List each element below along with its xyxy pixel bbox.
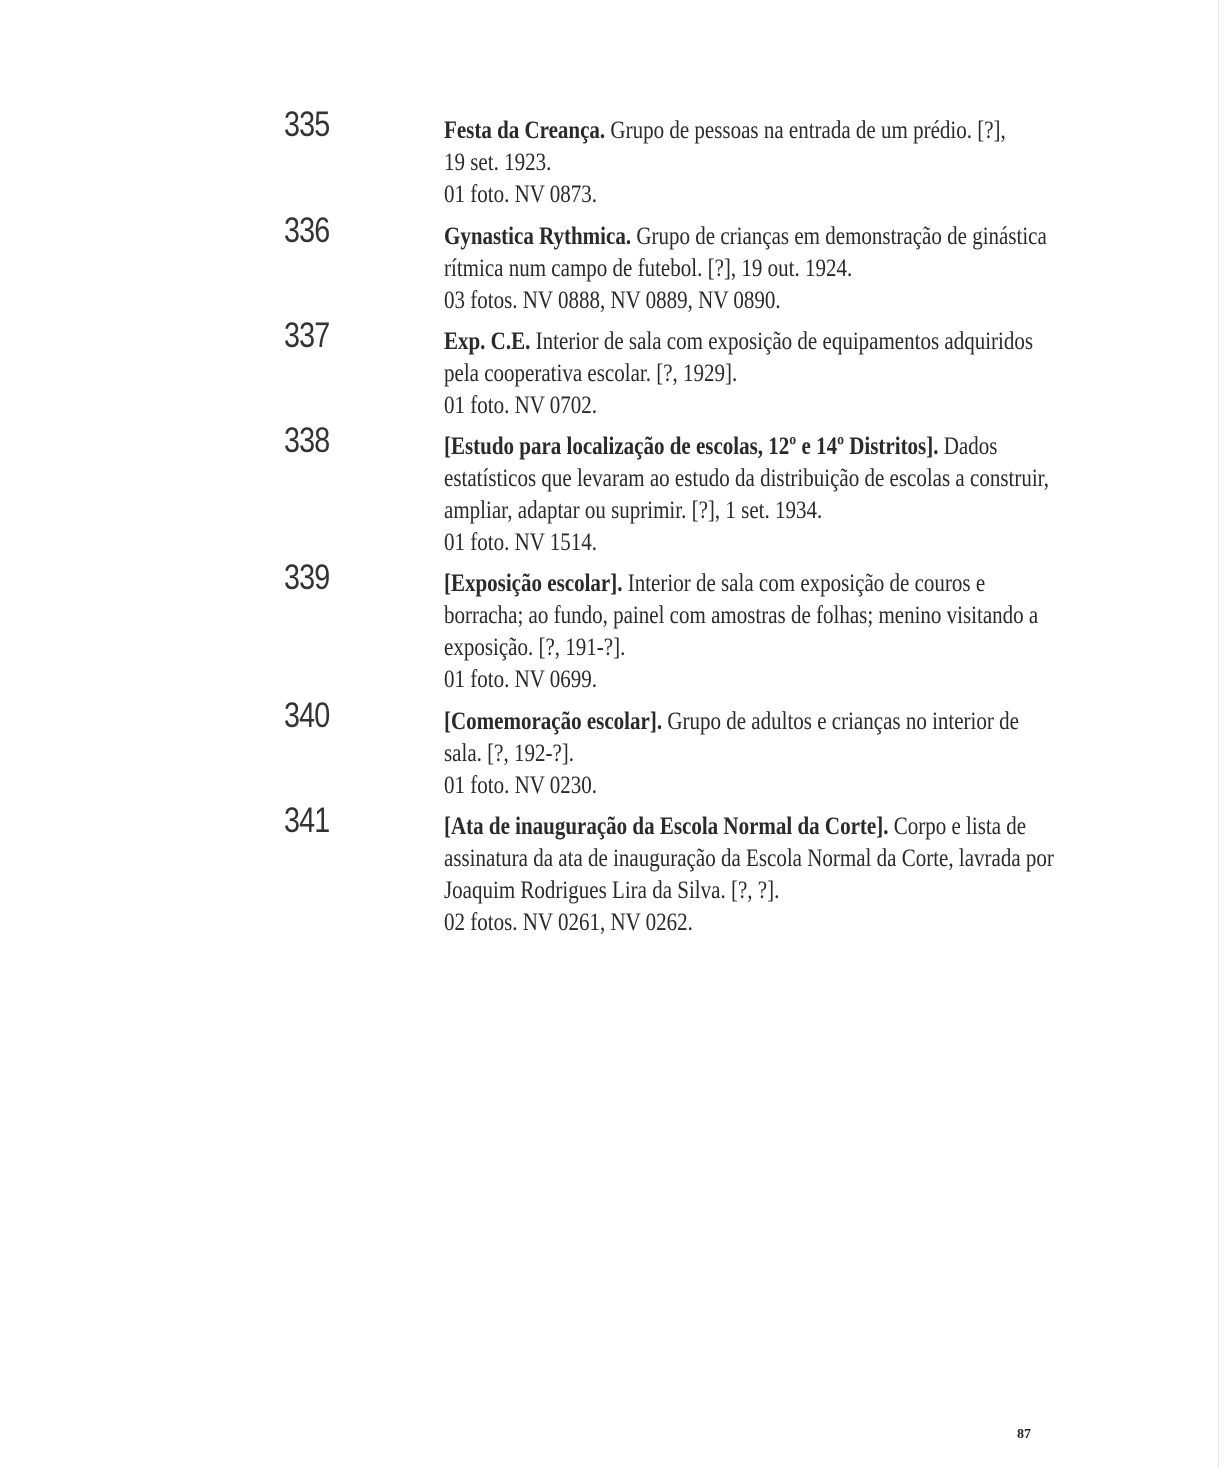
entry-number: 339: [284, 558, 330, 597]
entry-text-line: rítmica num campo de futebol. [?], 19 out. 1924.: [444, 255, 853, 282]
entry-title: [Ata de inauguração da Escola Normal da Corte].: [444, 813, 889, 840]
entry-text-line: Grupo de adultos e crianças no interior de: [662, 708, 1019, 735]
entry-description: [444, 115, 1124, 211]
entry-number: 338: [284, 421, 330, 460]
page-number: 87: [1017, 1427, 1031, 1442]
entry-number: 336: [284, 211, 330, 250]
page-edge-line: [1218, 0, 1219, 1468]
entry-description: [444, 706, 1124, 802]
entry-text-line: Interior de sala com exposição de equipamentos adquiridos: [530, 328, 1034, 355]
entry-text-line: Joaquim Rodrigues Lira da Silva. [?, ?].: [444, 877, 780, 904]
entry-title: [Comemoração escolar].: [444, 708, 663, 735]
entry-title: [Exposição escolar].: [444, 570, 623, 597]
entry-title: Exp. C.E.: [444, 328, 531, 355]
entry-photos: 01 foto. NV 0873.: [444, 181, 598, 208]
entry-description: [444, 431, 1124, 559]
entry-title: Festa da Creança.: [444, 117, 606, 144]
entry-text-line: assinatura da ata de inauguração da Escola Normal da Corte, lavrada por: [444, 845, 1054, 872]
entry-photos: 01 foto. NV 0699.: [444, 666, 598, 693]
entry-number: 341: [284, 801, 330, 840]
entry-number: 337: [284, 316, 330, 355]
entry-title: Gynastica Rythmica.: [444, 223, 632, 250]
entry-description: [444, 326, 1124, 422]
entry-number: 335: [284, 105, 330, 144]
entry-photos: 02 fotos. NV 0261, NV 0262.: [444, 909, 693, 936]
entry-number: 340: [284, 696, 330, 735]
entry-text-line: 19 set. 1923.: [444, 149, 552, 176]
entry-text-line: sala. [?, 192-?].: [444, 740, 575, 767]
entry-description: [444, 568, 1124, 696]
entry-text-line: pela cooperativa escolar. [?, 1929].: [444, 360, 738, 387]
entry-text-line: Corpo e lista de: [888, 813, 1027, 840]
entry-description: [444, 811, 1124, 939]
entry-text-line: Grupo de crianças em demonstração de ginástica: [631, 223, 1047, 250]
entry-photos: 01 foto. NV 1514.: [444, 529, 598, 556]
entry-text-line: Interior de sala com exposição de couros e: [622, 570, 986, 597]
entry-text-line: borracha; ao fundo, painel com amostras de folhas; menino visitando a: [444, 602, 1039, 629]
entry-text-line: estatísticos que levaram ao estudo da distribuição de escolas a construir,: [444, 465, 1050, 492]
entry-photos: 01 foto. NV 0702.: [444, 392, 598, 419]
entry-description: [444, 221, 1124, 317]
entry-text-line: Grupo de pessoas na entrada de um prédio. [?],: [605, 117, 1006, 144]
entry-text-line: exposição. [?, 191-?].: [444, 634, 626, 661]
entry-photos: 03 fotos. NV 0888, NV 0889, NV 0890.: [444, 287, 781, 314]
entry-photos: 01 foto. NV 0230.: [444, 772, 598, 799]
entry-text-line: Dados: [938, 433, 998, 460]
entry-title: [Estudo para localização de escolas, 12º e 14º Distritos].: [444, 433, 939, 460]
entry-text-line: ampliar, adaptar ou suprimir. [?], 1 set. 1934.: [444, 497, 823, 524]
